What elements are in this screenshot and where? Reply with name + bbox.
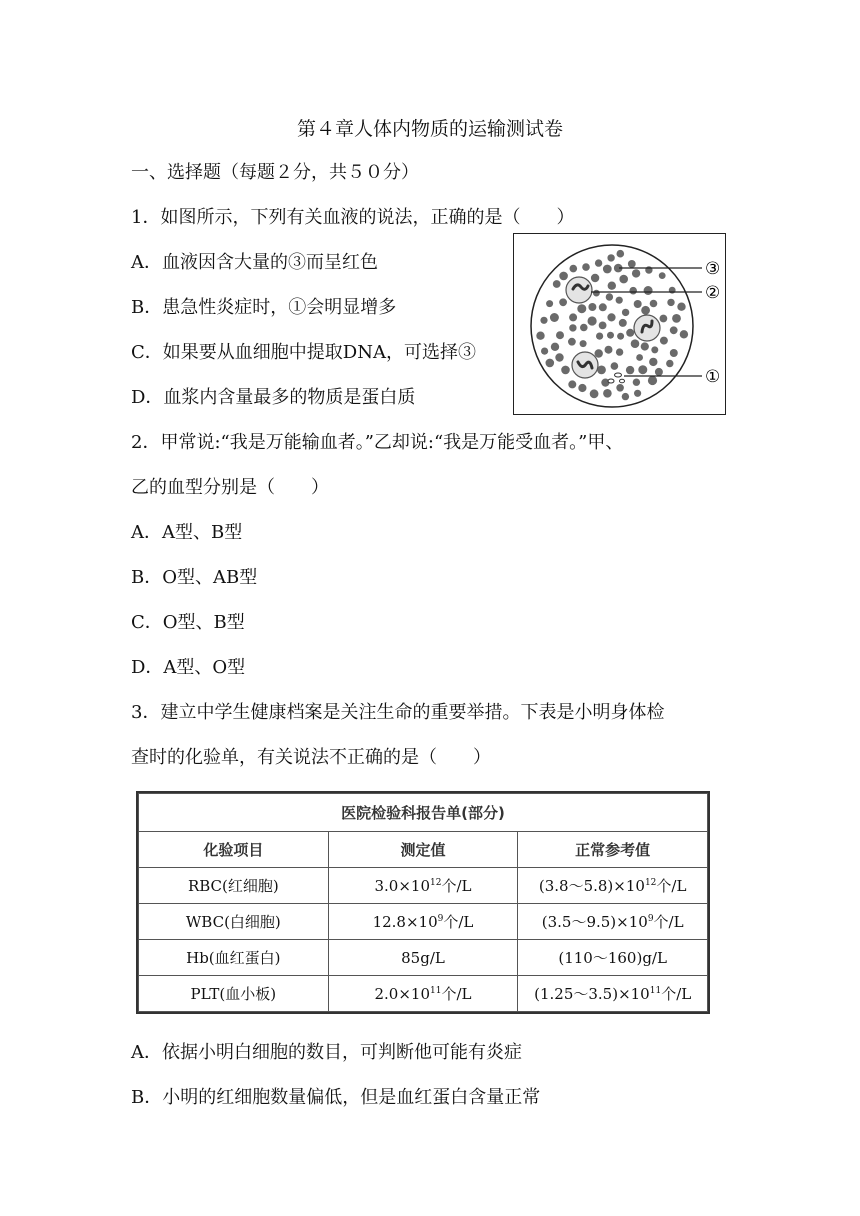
red-blood-cell <box>651 346 658 353</box>
red-blood-cell <box>634 300 642 308</box>
cell-item: RBC(红细胞) <box>139 868 329 904</box>
label-1: ① <box>705 367 721 387</box>
red-blood-cell <box>536 332 544 340</box>
red-blood-cell <box>649 358 657 366</box>
q3-stem-line2: 查时的化验单，有关说法不正确的是（ ） <box>131 747 491 768</box>
cell-value: $3.0\times 10^{12}$个/L <box>328 868 518 904</box>
cell-reference: (110～160)g/L <box>518 940 708 976</box>
red-blood-cell <box>636 354 643 361</box>
q3-option-a: A．依据小明白细胞的数目，可判断他可能有炎症 <box>131 1042 522 1063</box>
q2-stem-line2: 乙的血型分别是（ ） <box>131 477 329 498</box>
red-blood-cell <box>660 315 668 323</box>
red-blood-cell <box>659 272 666 279</box>
red-blood-cell <box>622 393 629 400</box>
cell-value: $12.8\times 10^9$个/L <box>328 904 518 940</box>
red-blood-cell <box>617 250 625 258</box>
red-blood-cell <box>570 265 578 273</box>
q1-option-d: D．血浆内含量最多的物质是蛋白质 <box>131 387 416 408</box>
q1-stem: 1．如图所示，下列有关血液的说法，正确的是（ ） <box>131 207 575 228</box>
red-blood-cell <box>561 366 570 375</box>
white-blood-cell <box>566 277 592 303</box>
red-blood-cell <box>641 342 649 350</box>
table-row <box>139 904 708 940</box>
red-blood-cell <box>556 331 564 339</box>
table-row <box>139 868 708 904</box>
label-3: ③ <box>705 259 721 279</box>
red-blood-cell <box>605 346 613 354</box>
red-blood-cell <box>569 324 576 331</box>
red-blood-cell <box>638 365 647 374</box>
red-blood-cell <box>680 330 688 338</box>
red-blood-cell <box>626 366 634 374</box>
red-blood-cell <box>628 260 636 268</box>
cell-reference: $(3.5\sim 9.5)\times 10^9$个/L <box>518 904 708 940</box>
cell-item: WBC(白细胞) <box>139 904 329 940</box>
q1-option-b: B．患急性炎症时，①会明显增多 <box>131 297 397 318</box>
header-item: 化验项目 <box>139 832 329 868</box>
red-blood-cell <box>553 280 561 288</box>
red-blood-cell <box>599 303 607 311</box>
table-caption: 医院检验科报告单(部分) <box>139 794 708 832</box>
label-2: ② <box>705 283 721 303</box>
red-blood-cell <box>551 343 559 351</box>
red-blood-cell <box>632 269 640 277</box>
red-blood-cell <box>622 309 629 316</box>
red-blood-cell <box>670 326 678 334</box>
red-blood-cell <box>629 287 637 295</box>
q2-option-d: D．A型、O型 <box>131 657 246 678</box>
red-blood-cell <box>672 314 681 323</box>
red-blood-cell <box>670 349 678 357</box>
q1-option-c: C．如果要从血细胞中提取DNA，可选择③ <box>131 342 476 363</box>
red-blood-cell <box>631 339 640 348</box>
red-blood-cell <box>593 290 600 297</box>
cell-reference: $(1.25\sim 3.5)\times 10^{11}$个/L <box>518 976 708 1012</box>
red-blood-cell <box>569 313 577 321</box>
page-title: 第４章人体内物质的运输测试卷 <box>296 118 563 140</box>
q2-option-a: A．A型、B型 <box>131 522 243 543</box>
red-blood-cell <box>588 316 597 325</box>
red-blood-cell <box>644 286 653 295</box>
cell-item: Hb(血红蛋白) <box>139 940 329 976</box>
red-blood-cell <box>619 319 627 327</box>
red-blood-cell <box>655 368 663 376</box>
red-blood-cell <box>606 293 613 300</box>
red-blood-cell <box>603 389 612 398</box>
red-blood-cell <box>550 313 559 322</box>
red-blood-cell <box>633 379 640 386</box>
red-blood-cell <box>559 298 567 306</box>
section-heading: 一、选择题（每题２分，共５０分） <box>131 162 419 183</box>
red-blood-cell <box>595 259 602 266</box>
q3-stem-line1: 3．建立中学生健康档案是关注生命的重要举措。下表是小明身体检 <box>131 702 665 723</box>
red-blood-cell <box>616 384 624 392</box>
cell-reference: $(3.8\sim 5.8)\times 10^{12}$个/L <box>518 868 708 904</box>
red-blood-cell <box>577 304 586 313</box>
lab-report-table <box>136 791 710 1014</box>
red-blood-cell <box>648 376 657 385</box>
red-blood-cell <box>568 380 576 388</box>
table-row <box>139 976 708 1012</box>
red-blood-cell <box>607 254 614 261</box>
q3-option-b: B．小明的红细胞数量偏低，但是血红蛋白含量正常 <box>131 1087 541 1108</box>
red-blood-cell <box>641 306 650 315</box>
red-blood-cell <box>541 348 548 355</box>
red-blood-cell <box>667 299 674 306</box>
q2-option-c: C．O型、B型 <box>131 612 245 633</box>
red-blood-cell <box>591 274 599 282</box>
white-blood-cell <box>572 352 598 378</box>
red-blood-cell <box>634 390 641 397</box>
red-blood-cell <box>619 275 628 284</box>
red-blood-cell <box>546 300 553 307</box>
blood-cell-figure <box>513 233 726 415</box>
red-blood-cell <box>616 348 623 355</box>
table-row <box>139 940 708 976</box>
red-blood-cell <box>555 353 563 361</box>
red-blood-cell <box>578 384 586 392</box>
red-blood-cell <box>580 340 587 347</box>
q2-stem-line1: 2．甲常说:“我是万能输血者。”乙却说:“我是万能受血者。”甲、 <box>131 432 624 453</box>
red-blood-cell <box>546 359 555 368</box>
cell-value: 85g/L <box>328 940 518 976</box>
red-blood-cell <box>616 297 623 304</box>
q2-option-b: B．O型、AB型 <box>131 567 258 588</box>
red-blood-cell <box>590 389 599 398</box>
red-blood-cell <box>595 349 603 357</box>
red-blood-cell <box>608 282 616 290</box>
cell-value: $2.0\times 10^{11}$个/L <box>328 976 518 1012</box>
header-reference: 正常参考值 <box>518 832 708 868</box>
red-blood-cell <box>617 333 624 340</box>
red-blood-cell <box>568 338 576 346</box>
red-blood-cell <box>666 360 673 367</box>
red-blood-cell <box>582 263 590 271</box>
red-blood-cell <box>611 362 619 370</box>
red-blood-cell <box>559 272 568 281</box>
red-blood-cell <box>607 332 614 339</box>
red-blood-cell <box>650 300 658 308</box>
cell-item: PLT(血小板) <box>139 976 329 1012</box>
red-blood-cell <box>596 333 603 340</box>
red-blood-cell <box>626 329 634 337</box>
red-blood-cell <box>540 317 547 324</box>
header-value: 测定值 <box>328 832 518 868</box>
red-blood-cell <box>660 337 668 345</box>
red-blood-cell <box>599 322 607 330</box>
q1-option-a: A．血液因含大量的③而呈红色 <box>131 252 378 273</box>
red-blood-cell <box>677 303 685 311</box>
white-blood-cell <box>634 315 660 341</box>
red-blood-cell <box>588 303 596 311</box>
red-blood-cell <box>580 324 588 332</box>
red-blood-cell <box>607 313 615 321</box>
red-blood-cell <box>603 265 612 274</box>
